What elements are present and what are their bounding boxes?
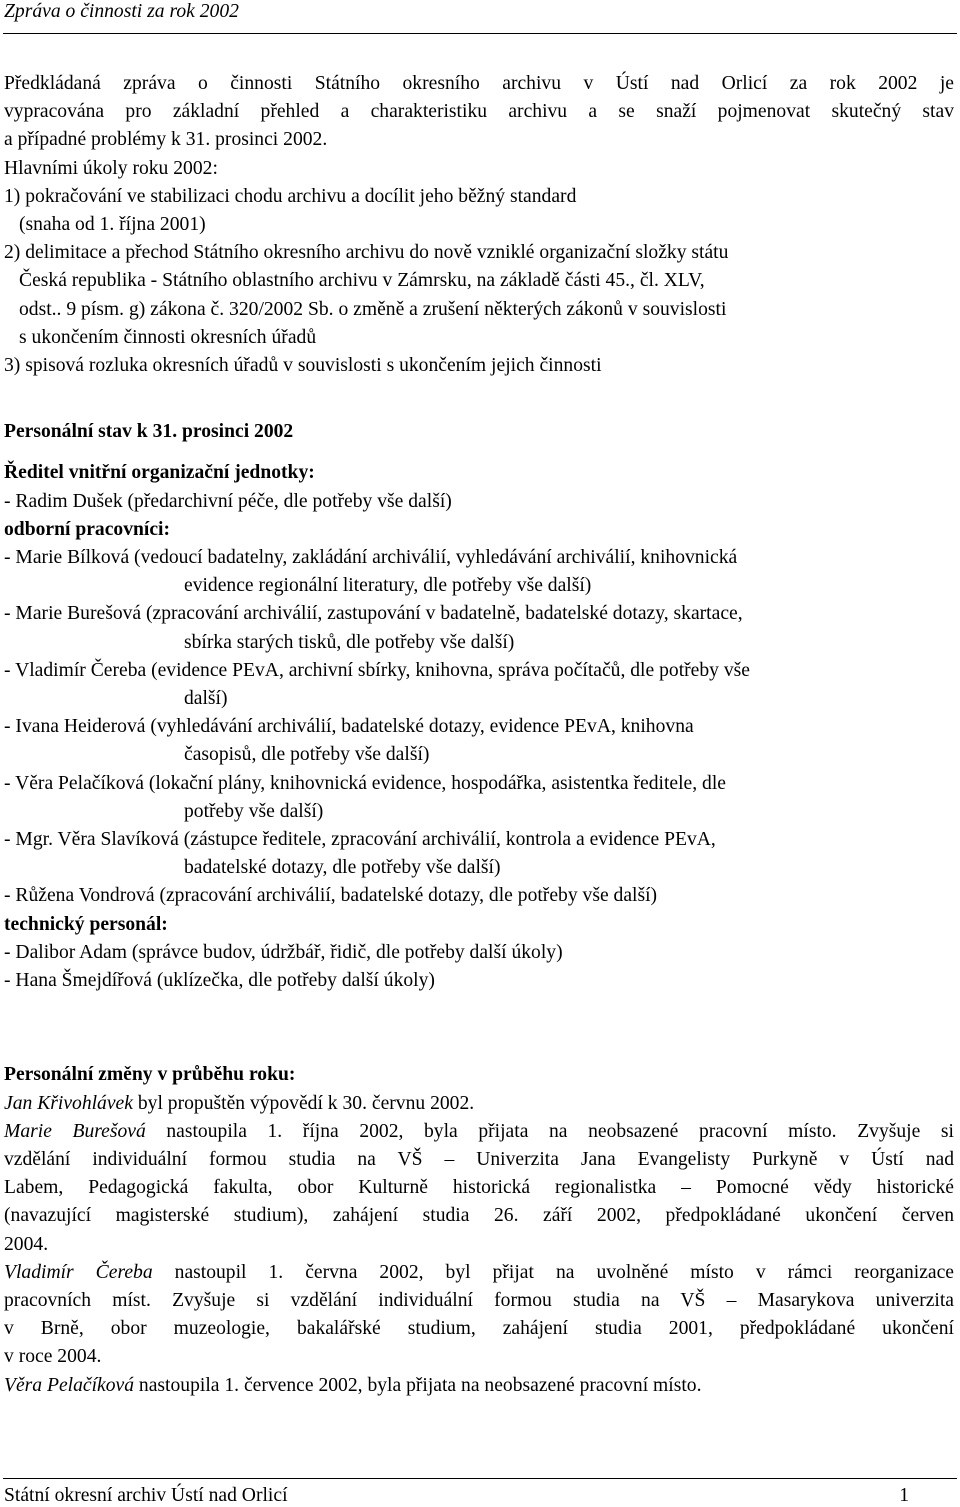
- staff-member: - Růžena Vondrová (zpracování archiválií, badatelské dotazy, dle potřeby vše další): [4, 885, 658, 907]
- task-item-continuation: s ukončením činnosti okresních úřadů: [19, 326, 317, 348]
- staff-member-continuation: evidence regionální literatury, dle potřeby vše další): [184, 575, 592, 597]
- staff-member: - Hana Šmejdířová (uklízečka, dle potřeby další úkoly): [4, 970, 435, 992]
- task-item: 3) spisová rozluka okresních úřadů v souvislosti s ukončením jejich činnosti: [4, 355, 602, 377]
- change-text-line: vzdělání individuální formou studia na VŠ – Univerzita Jana Evangelisty Purkyně v Ústí nad: [4, 1148, 954, 1170]
- task-item-continuation: odst.. 9 písm. g) zákona č. 320/2002 Sb. o změně a zrušení některých zákonů v souvislosti: [19, 298, 727, 320]
- task-item-continuation: Česká republika - Státního oblastního archivu v Zámrsku, na základě části 45., čl. XLV,: [19, 270, 705, 292]
- change-entry: [4, 1259, 954, 1287]
- staff-member: - Marie Bílková (vedoucí badatelny, zakládání archiválií, vyhledávání archiválií, knihovnická: [4, 547, 738, 569]
- intro-line: vypracována pro základní přehled a charakteristiku archivu a se snaží pojmenovat skutečný stav: [4, 101, 954, 123]
- task-item: 1) pokračování ve stabilizaci chodu archivu a docílit jeho běžný standard: [4, 185, 577, 207]
- change-text: nastoupila 1. října 2002, byla přijata na neobsazené pracovní místo. Zvyšuje si: [145, 1120, 954, 1142]
- staff-heading: Personální stav k 31. prosinci 2002: [4, 421, 294, 443]
- task-item: 2) delimitace a přechod Státního okresního archivu do nově vzniklé organizační složky státu: [4, 242, 729, 264]
- person-name: Vladimír Čereba: [4, 1261, 153, 1283]
- change-text-line: Labem, Pedagogická fakulta, obor Kulturně historická regionalistka – Pomocné vědy historické: [4, 1177, 954, 1199]
- intro-line: Předkládaná zpráva o činnosti Státního okresního archivu v Ústí nad Orlicí za rok 2002 je: [4, 73, 954, 94]
- change-entry: [4, 1090, 954, 1118]
- page-footer: [3, 1478, 957, 1507]
- staff-member: - Vladimír Čereba (evidence PEvA, archivní sbírky, knihovna, správa počítačů, dle potřeby vše: [4, 659, 750, 681]
- task-item-continuation: (snaha od 1. října 2001): [19, 214, 206, 236]
- staff-member: - Dalibor Adam (správce budov, údržbář, řidič, dle potřeby další úkoly): [4, 941, 563, 963]
- changes-section: [4, 1061, 954, 1399]
- change-entry: [4, 1372, 954, 1400]
- staff-member: - Radim Dušek (předarchivní péče, dle potřeby vše další): [4, 490, 452, 512]
- intro-section: [4, 70, 954, 380]
- staff-member-continuation: časopisů, dle potřeby vše další): [184, 744, 430, 766]
- document-title: Zpráva o činnosti za rok 2002: [4, 1, 239, 22]
- document-body: [4, 70, 954, 1400]
- page-number: 1: [899, 1485, 909, 1506]
- staff-member: - Marie Burešová (zpracování archiválií, zastupování v badatelně, badatelské dotazy, skartace,: [4, 603, 743, 625]
- change-entry: [4, 1118, 954, 1146]
- staff-member-continuation: badatelské dotazy, dle potřeby vše další): [184, 857, 501, 879]
- staff-member-continuation: další): [184, 688, 228, 710]
- professional-heading: odborní pracovníci:: [4, 518, 171, 540]
- intro-line: a případné problémy k 31. prosinci 2002.: [4, 129, 328, 151]
- change-text: nastoupila 1. července 2002, byla přijata na neobsazené pracovní místo.: [134, 1374, 702, 1396]
- changes-heading: Personální změny v průběhu roku:: [4, 1064, 296, 1086]
- change-text-line: (navazující magisterské studium), zahájení studia 26. září 2002, předpokládané ukončení červen: [4, 1205, 954, 1227]
- person-name: Jan Křivohlávek: [4, 1092, 133, 1114]
- page-header: [3, 0, 957, 34]
- staff-section: [4, 418, 954, 995]
- change-text-line: v Brně, obor muzeologie, bakalářské studium, zahájení studia 2001, předpokládané ukončení: [4, 1318, 954, 1340]
- staff-member-continuation: sbírka starých tisků, dle potřeby vše další): [184, 631, 515, 653]
- staff-member-continuation: potřeby vše další): [184, 800, 324, 822]
- person-name: Marie Burešová: [4, 1120, 146, 1142]
- change-text: nastoupil 1. června 2002, byl přijat na uvolněné místo v rámci reorganizace: [152, 1261, 954, 1283]
- change-text-line: 2004.: [4, 1233, 49, 1255]
- footer-organization: Státní okresní archiv Ústí nad Orlicí: [4, 1485, 288, 1506]
- change-text: byl propuštěn výpovědí k 30. červnu 2002.: [132, 1092, 475, 1114]
- person-name: Věra Pelačíková: [4, 1374, 135, 1396]
- staff-member: - Věra Pelačíková (lokační plány, knihovnická evidence, hospodářka, asistentka ředitele, dle: [4, 772, 726, 794]
- tasks-heading: Hlavními úkoly roku 2002:: [4, 157, 218, 179]
- change-text-line: pracovních míst. Zvyšuje si vzdělání individuální formou studia na VŠ – Masarykova univerzita: [4, 1289, 954, 1311]
- staff-member: - Ivana Heiderová (vyhledávání archiválií, badatelské dotazy, evidence PEvA, knihovna: [4, 716, 694, 738]
- change-text-line: v roce 2004.: [4, 1346, 102, 1368]
- technical-heading: technický personál:: [4, 913, 168, 935]
- director-heading: Ředitel vnitřní organizační jednotky:: [4, 462, 315, 484]
- staff-member: - Mgr. Věra Slavíková (zástupce ředitele, zpracování archiválií, kontrola a evidence PEvA,: [4, 829, 716, 851]
